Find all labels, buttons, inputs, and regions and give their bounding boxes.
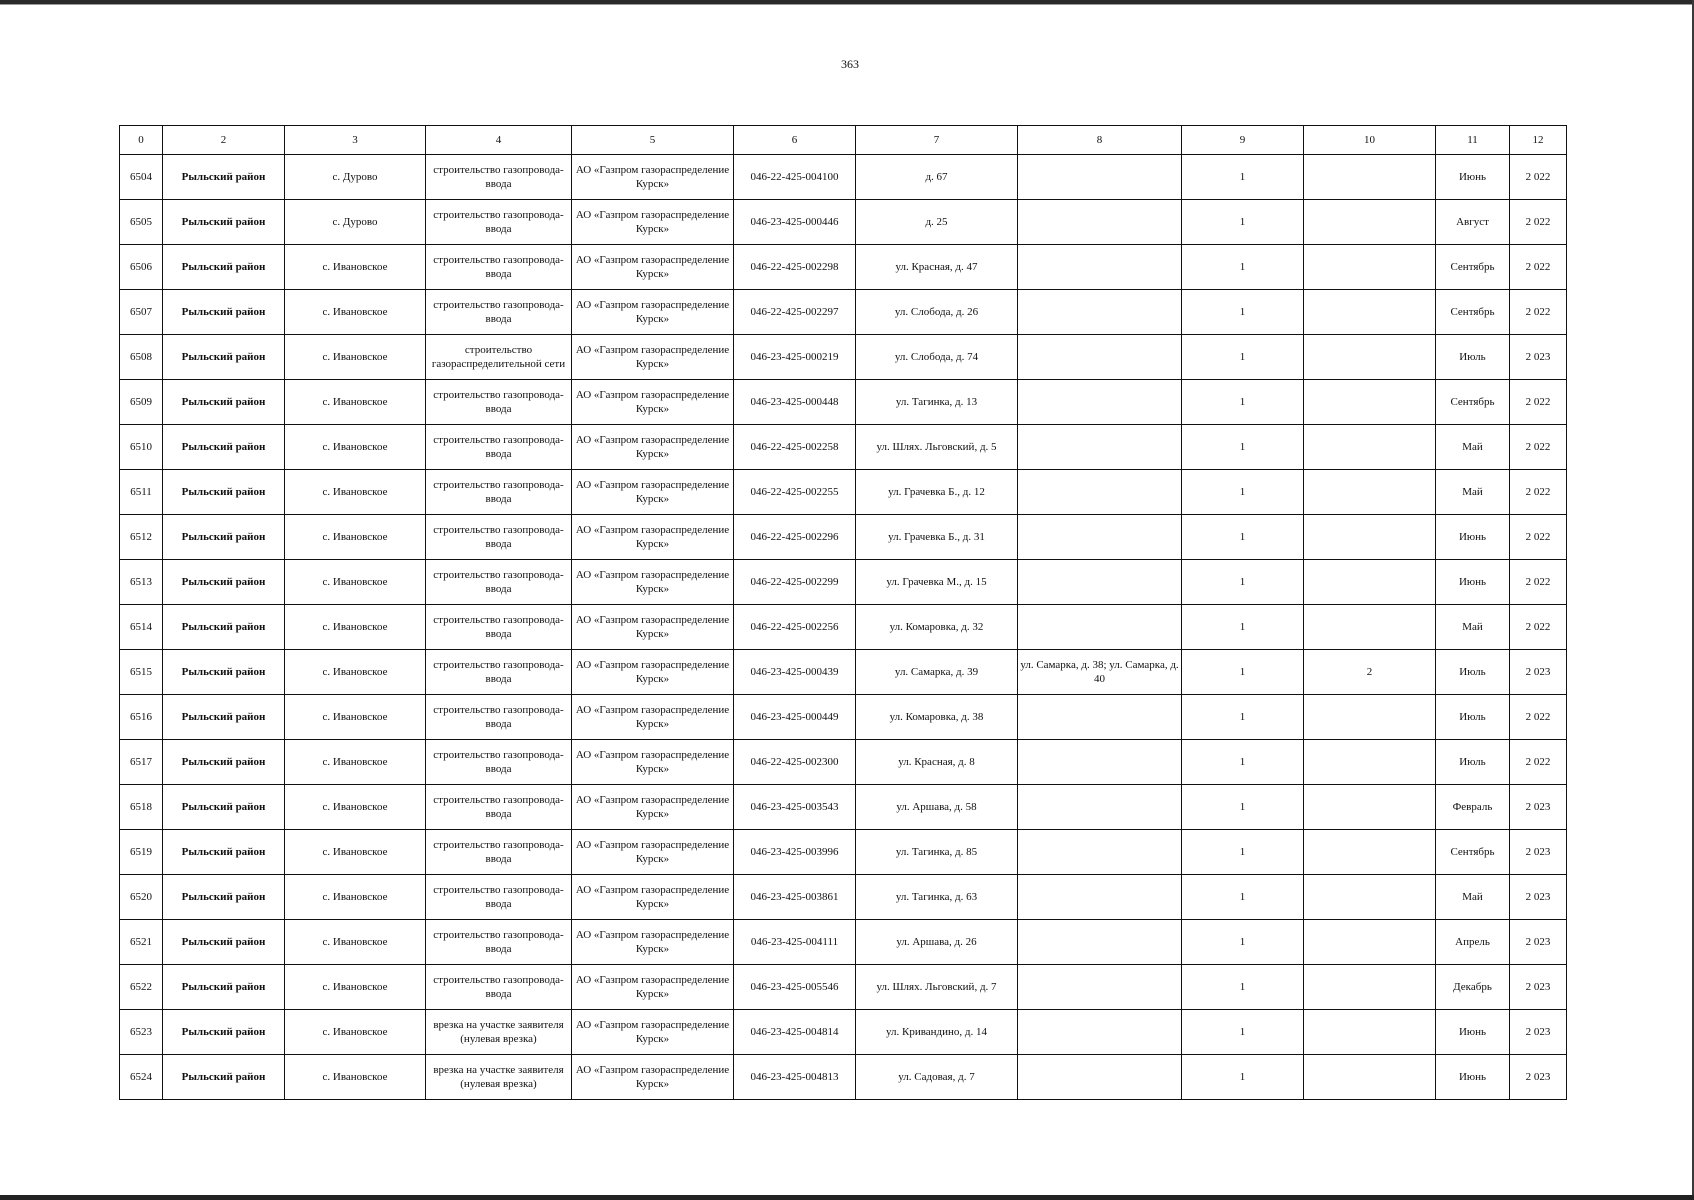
cell-district: Рыльский район — [163, 695, 285, 740]
cell-extra-address — [1018, 965, 1182, 1010]
cell-work-type: строительство газопровода-ввода — [426, 650, 572, 695]
cell-district: Рыльский район — [163, 380, 285, 425]
cell-code: 046-23-425-000446 — [734, 200, 856, 245]
cell-col9: 1 — [1182, 335, 1304, 380]
cell-row-number: 6515 — [120, 650, 163, 695]
cell-organization: АО «Газпром газораспределение Курск» — [572, 1055, 734, 1100]
table-row — [120, 200, 1567, 245]
cell-extra-address — [1018, 920, 1182, 965]
cell-month: Июнь — [1436, 1010, 1510, 1055]
cell-month: Май — [1436, 470, 1510, 515]
column-header: 5 — [572, 126, 734, 155]
cell-col10 — [1304, 1010, 1436, 1055]
cell-year: 2 023 — [1510, 335, 1567, 380]
cell-district: Рыльский район — [163, 200, 285, 245]
cell-work-type: строительство газопровода-ввода — [426, 380, 572, 425]
cell-extra-address — [1018, 245, 1182, 290]
cell-col9: 1 — [1182, 515, 1304, 560]
cell-code: 046-23-425-004111 — [734, 920, 856, 965]
cell-district: Рыльский район — [163, 785, 285, 830]
cell-year: 2 022 — [1510, 245, 1567, 290]
cell-month: Июнь — [1436, 560, 1510, 605]
cell-district: Рыльский район — [163, 650, 285, 695]
cell-col10: 2 — [1304, 650, 1436, 695]
cell-address: ул. Грачевка Б., д. 31 — [856, 515, 1018, 560]
cell-address: ул. Садовая, д. 7 — [856, 1055, 1018, 1100]
cell-col9: 1 — [1182, 875, 1304, 920]
cell-col9: 1 — [1182, 650, 1304, 695]
cell-address: ул. Шлях. Льговский, д. 5 — [856, 425, 1018, 470]
cell-year: 2 022 — [1510, 740, 1567, 785]
cell-year: 2 022 — [1510, 560, 1567, 605]
cell-col9: 1 — [1182, 1010, 1304, 1055]
page-number: 363 — [841, 57, 859, 71]
table-row — [120, 740, 1567, 785]
cell-extra-address — [1018, 1055, 1182, 1100]
cell-settlement: с. Ивановское — [285, 965, 426, 1010]
cell-district: Рыльский район — [163, 470, 285, 515]
cell-work-type: строительство газопровода-ввода — [426, 200, 572, 245]
cell-row-number: 6519 — [120, 830, 163, 875]
cell-col10 — [1304, 560, 1436, 605]
table-row — [120, 875, 1567, 920]
cell-settlement: с. Ивановское — [285, 650, 426, 695]
cell-extra-address — [1018, 560, 1182, 605]
cell-organization: АО «Газпром газораспределение Курск» — [572, 470, 734, 515]
cell-settlement: с. Ивановское — [285, 830, 426, 875]
table-row — [120, 155, 1567, 200]
cell-col9: 1 — [1182, 785, 1304, 830]
cell-district: Рыльский район — [163, 155, 285, 200]
cell-row-number: 6507 — [120, 290, 163, 335]
cell-organization: АО «Газпром газораспределение Курск» — [572, 740, 734, 785]
scan-bottom-border — [0, 1195, 1694, 1200]
cell-organization: АО «Газпром газораспределение Курск» — [572, 380, 734, 425]
scan-top-border-line — [0, 4, 1694, 5]
cell-col9: 1 — [1182, 380, 1304, 425]
cell-settlement: с. Ивановское — [285, 605, 426, 650]
cell-organization: АО «Газпром газораспределение Курск» — [572, 515, 734, 560]
cell-settlement: с. Дурово — [285, 155, 426, 200]
cell-address: ул. Грачевка Б., д. 12 — [856, 470, 1018, 515]
cell-col10 — [1304, 920, 1436, 965]
cell-district: Рыльский район — [163, 1055, 285, 1100]
cell-month: Декабрь — [1436, 965, 1510, 1010]
column-header: 0 — [120, 126, 163, 155]
cell-work-type: врезка на участке заявителя (нулевая врезка) — [426, 1010, 572, 1055]
cell-settlement: с. Ивановское — [285, 335, 426, 380]
cell-row-number: 6504 — [120, 155, 163, 200]
cell-month: Февраль — [1436, 785, 1510, 830]
cell-organization: АО «Газпром газораспределение Курск» — [572, 920, 734, 965]
table-row — [120, 920, 1567, 965]
cell-month: Август — [1436, 200, 1510, 245]
table-row — [120, 785, 1567, 830]
data-table — [119, 125, 1567, 1100]
cell-row-number: 6516 — [120, 695, 163, 740]
cell-code: 046-23-425-003861 — [734, 875, 856, 920]
cell-month: Апрель — [1436, 920, 1510, 965]
cell-address: ул. Кривандино, д. 14 — [856, 1010, 1018, 1055]
cell-address: ул. Слобода, д. 26 — [856, 290, 1018, 335]
cell-code: 046-22-425-002296 — [734, 515, 856, 560]
cell-work-type: строительство газопровода-ввода — [426, 830, 572, 875]
cell-month: Май — [1436, 875, 1510, 920]
cell-month: Июль — [1436, 740, 1510, 785]
cell-col10 — [1304, 605, 1436, 650]
cell-col10 — [1304, 470, 1436, 515]
table-row — [120, 605, 1567, 650]
table-body — [120, 155, 1567, 1100]
cell-year: 2 022 — [1510, 470, 1567, 515]
cell-organization: АО «Газпром газораспределение Курск» — [572, 830, 734, 875]
cell-col10 — [1304, 425, 1436, 470]
cell-col9: 1 — [1182, 470, 1304, 515]
cell-district: Рыльский район — [163, 425, 285, 470]
cell-extra-address — [1018, 1010, 1182, 1055]
cell-extra-address — [1018, 470, 1182, 515]
cell-row-number: 6506 — [120, 245, 163, 290]
cell-code: 046-23-425-000448 — [734, 380, 856, 425]
cell-address: д. 67 — [856, 155, 1018, 200]
cell-address: ул. Тагинка, д. 63 — [856, 875, 1018, 920]
cell-month: Июль — [1436, 695, 1510, 740]
cell-month: Июнь — [1436, 1055, 1510, 1100]
table-row — [120, 650, 1567, 695]
table-row — [120, 290, 1567, 335]
column-header: 4 — [426, 126, 572, 155]
cell-month: Июль — [1436, 335, 1510, 380]
cell-settlement: с. Ивановское — [285, 1010, 426, 1055]
cell-district: Рыльский район — [163, 335, 285, 380]
cell-year: 2 022 — [1510, 200, 1567, 245]
cell-month: Сентябрь — [1436, 290, 1510, 335]
cell-year: 2 023 — [1510, 1055, 1567, 1100]
cell-district: Рыльский район — [163, 605, 285, 650]
cell-extra-address — [1018, 200, 1182, 245]
cell-settlement: с. Ивановское — [285, 875, 426, 920]
table-row — [120, 470, 1567, 515]
table-row — [120, 695, 1567, 740]
cell-code: 046-23-425-004814 — [734, 1010, 856, 1055]
cell-col10 — [1304, 380, 1436, 425]
cell-col9: 1 — [1182, 695, 1304, 740]
cell-settlement: с. Дурово — [285, 200, 426, 245]
cell-extra-address — [1018, 605, 1182, 650]
cell-work-type: строительство газораспределительной сети — [426, 335, 572, 380]
cell-code: 046-22-425-002300 — [734, 740, 856, 785]
cell-settlement: с. Ивановское — [285, 290, 426, 335]
column-header: 9 — [1182, 126, 1304, 155]
column-header: 10 — [1304, 126, 1436, 155]
cell-extra-address — [1018, 740, 1182, 785]
cell-row-number: 6520 — [120, 875, 163, 920]
cell-month: Сентябрь — [1436, 830, 1510, 875]
cell-extra-address — [1018, 785, 1182, 830]
cell-settlement: с. Ивановское — [285, 695, 426, 740]
cell-col10 — [1304, 290, 1436, 335]
cell-col9: 1 — [1182, 740, 1304, 785]
cell-work-type: строительство газопровода-ввода — [426, 290, 572, 335]
cell-address: ул. Аршава, д. 58 — [856, 785, 1018, 830]
column-header: 11 — [1436, 126, 1510, 155]
cell-row-number: 6518 — [120, 785, 163, 830]
cell-year: 2 023 — [1510, 650, 1567, 695]
cell-extra-address — [1018, 155, 1182, 200]
cell-col9: 1 — [1182, 1055, 1304, 1100]
cell-row-number: 6513 — [120, 560, 163, 605]
cell-code: 046-23-425-000449 — [734, 695, 856, 740]
cell-col10 — [1304, 245, 1436, 290]
cell-code: 046-22-425-002258 — [734, 425, 856, 470]
cell-col10 — [1304, 965, 1436, 1010]
cell-code: 046-22-425-004100 — [734, 155, 856, 200]
cell-work-type: строительство газопровода-ввода — [426, 425, 572, 470]
cell-col10 — [1304, 740, 1436, 785]
cell-work-type: строительство газопровода-ввода — [426, 695, 572, 740]
cell-year: 2 023 — [1510, 1010, 1567, 1055]
cell-code: 046-22-425-002297 — [734, 290, 856, 335]
cell-extra-address — [1018, 380, 1182, 425]
cell-district: Рыльский район — [163, 740, 285, 785]
cell-year: 2 022 — [1510, 515, 1567, 560]
cell-col9: 1 — [1182, 245, 1304, 290]
cell-col9: 1 — [1182, 830, 1304, 875]
cell-organization: АО «Газпром газораспределение Курск» — [572, 155, 734, 200]
table-row — [120, 560, 1567, 605]
cell-extra-address — [1018, 695, 1182, 740]
cell-organization: АО «Газпром газораспределение Курск» — [572, 965, 734, 1010]
cell-address: ул. Аршава, д. 26 — [856, 920, 1018, 965]
cell-work-type: строительство газопровода-ввода — [426, 920, 572, 965]
cell-address: ул. Комаровка, д. 32 — [856, 605, 1018, 650]
cell-address: ул. Красная, д. 47 — [856, 245, 1018, 290]
cell-settlement: с. Ивановское — [285, 740, 426, 785]
column-header: 12 — [1510, 126, 1567, 155]
cell-row-number: 6514 — [120, 605, 163, 650]
cell-settlement: с. Ивановское — [285, 470, 426, 515]
cell-month: Июнь — [1436, 515, 1510, 560]
cell-work-type: строительство газопровода-ввода — [426, 470, 572, 515]
cell-year: 2 022 — [1510, 695, 1567, 740]
cell-month: Сентябрь — [1436, 245, 1510, 290]
cell-district: Рыльский район — [163, 920, 285, 965]
cell-year: 2 022 — [1510, 290, 1567, 335]
cell-extra-address: ул. Самарка, д. 38; ул. Самарка, д. 40 — [1018, 650, 1182, 695]
cell-address: д. 25 — [856, 200, 1018, 245]
cell-code: 046-22-425-002298 — [734, 245, 856, 290]
cell-row-number: 6510 — [120, 425, 163, 470]
cell-row-number: 6524 — [120, 1055, 163, 1100]
cell-work-type: строительство газопровода-ввода — [426, 155, 572, 200]
cell-extra-address — [1018, 830, 1182, 875]
cell-row-number: 6522 — [120, 965, 163, 1010]
cell-extra-address — [1018, 515, 1182, 560]
cell-month: Май — [1436, 425, 1510, 470]
cell-year: 2 022 — [1510, 155, 1567, 200]
cell-settlement: с. Ивановское — [285, 785, 426, 830]
cell-work-type: строительство газопровода-ввода — [426, 515, 572, 560]
cell-row-number: 6511 — [120, 470, 163, 515]
cell-year: 2 023 — [1510, 875, 1567, 920]
cell-col10 — [1304, 830, 1436, 875]
table-row — [120, 1055, 1567, 1100]
table-row — [120, 425, 1567, 470]
cell-work-type: строительство газопровода-ввода — [426, 875, 572, 920]
cell-work-type: строительство газопровода-ввода — [426, 560, 572, 605]
cell-code: 046-23-425-000439 — [734, 650, 856, 695]
cell-organization: АО «Газпром газораспределение Курск» — [572, 605, 734, 650]
cell-row-number: 6505 — [120, 200, 163, 245]
column-header: 8 — [1018, 126, 1182, 155]
cell-district: Рыльский район — [163, 290, 285, 335]
cell-col10 — [1304, 1055, 1436, 1100]
cell-col9: 1 — [1182, 200, 1304, 245]
cell-row-number: 6508 — [120, 335, 163, 380]
cell-row-number: 6523 — [120, 1010, 163, 1055]
cell-code: 046-23-425-000219 — [734, 335, 856, 380]
cell-row-number: 6509 — [120, 380, 163, 425]
cell-col9: 1 — [1182, 425, 1304, 470]
cell-address: ул. Самарка, д. 39 — [856, 650, 1018, 695]
cell-year: 2 022 — [1510, 380, 1567, 425]
cell-col9: 1 — [1182, 605, 1304, 650]
table-row — [120, 830, 1567, 875]
cell-month: Июль — [1436, 650, 1510, 695]
cell-organization: АО «Газпром газораспределение Курск» — [572, 425, 734, 470]
cell-col10 — [1304, 695, 1436, 740]
table-row — [120, 380, 1567, 425]
cell-address: ул. Слобода, д. 74 — [856, 335, 1018, 380]
cell-address: ул. Шлях. Льговский, д. 7 — [856, 965, 1018, 1010]
cell-organization: АО «Газпром газораспределение Курск» — [572, 290, 734, 335]
table-row — [120, 515, 1567, 560]
cell-work-type: строительство газопровода-ввода — [426, 785, 572, 830]
cell-work-type: врезка на участке заявителя (нулевая врезка) — [426, 1055, 572, 1100]
column-header: 2 — [163, 126, 285, 155]
cell-col9: 1 — [1182, 560, 1304, 605]
cell-col9: 1 — [1182, 920, 1304, 965]
cell-row-number: 6512 — [120, 515, 163, 560]
cell-organization: АО «Газпром газораспределение Курск» — [572, 200, 734, 245]
cell-district: Рыльский район — [163, 515, 285, 560]
cell-settlement: с. Ивановское — [285, 920, 426, 965]
cell-code: 046-22-425-002299 — [734, 560, 856, 605]
cell-address: ул. Красная, д. 8 — [856, 740, 1018, 785]
cell-col10 — [1304, 515, 1436, 560]
cell-col10 — [1304, 335, 1436, 380]
cell-month: Сентябрь — [1436, 380, 1510, 425]
cell-year: 2 022 — [1510, 605, 1567, 650]
cell-organization: АО «Газпром газораспределение Курск» — [572, 335, 734, 380]
cell-district: Рыльский район — [163, 830, 285, 875]
cell-code: 046-22-425-002256 — [734, 605, 856, 650]
cell-code: 046-23-425-003543 — [734, 785, 856, 830]
cell-extra-address — [1018, 290, 1182, 335]
cell-year: 2 023 — [1510, 965, 1567, 1010]
cell-organization: АО «Газпром газораспределение Курск» — [572, 560, 734, 605]
cell-col10 — [1304, 875, 1436, 920]
cell-district: Рыльский район — [163, 1010, 285, 1055]
cell-row-number: 6517 — [120, 740, 163, 785]
cell-district: Рыльский район — [163, 965, 285, 1010]
column-header: 7 — [856, 126, 1018, 155]
cell-month: Май — [1436, 605, 1510, 650]
cell-extra-address — [1018, 425, 1182, 470]
cell-settlement: с. Ивановское — [285, 425, 426, 470]
cell-settlement: с. Ивановское — [285, 1055, 426, 1100]
cell-organization: АО «Газпром газораспределение Курск» — [572, 245, 734, 290]
cell-address: ул. Грачевка М., д. 15 — [856, 560, 1018, 605]
cell-code: 046-23-425-003996 — [734, 830, 856, 875]
table-row — [120, 245, 1567, 290]
cell-col9: 1 — [1182, 965, 1304, 1010]
cell-year: 2 023 — [1510, 830, 1567, 875]
table-row — [120, 335, 1567, 380]
cell-district: Рыльский район — [163, 875, 285, 920]
cell-organization: АО «Газпром газораспределение Курск» — [572, 785, 734, 830]
cell-extra-address — [1018, 335, 1182, 380]
cell-work-type: строительство газопровода-ввода — [426, 605, 572, 650]
cell-district: Рыльский район — [163, 560, 285, 605]
cell-address: ул. Тагинка, д. 85 — [856, 830, 1018, 875]
cell-col10 — [1304, 785, 1436, 830]
column-header: 3 — [285, 126, 426, 155]
cell-work-type: строительство газопровода-ввода — [426, 245, 572, 290]
cell-address: ул. Комаровка, д. 38 — [856, 695, 1018, 740]
cell-code: 046-22-425-002255 — [734, 470, 856, 515]
cell-organization: АО «Газпром газораспределение Курск» — [572, 695, 734, 740]
cell-settlement: с. Ивановское — [285, 515, 426, 560]
cell-settlement: с. Ивановское — [285, 245, 426, 290]
cell-settlement: с. Ивановское — [285, 560, 426, 605]
table-row — [120, 1010, 1567, 1055]
cell-work-type: строительство газопровода-ввода — [426, 965, 572, 1010]
cell-organization: АО «Газпром газораспределение Курск» — [572, 875, 734, 920]
column-header: 6 — [734, 126, 856, 155]
cell-code: 046-23-425-005546 — [734, 965, 856, 1010]
cell-month: Июнь — [1436, 155, 1510, 200]
cell-address: ул. Тагинка, д. 13 — [856, 380, 1018, 425]
cell-extra-address — [1018, 875, 1182, 920]
cell-organization: АО «Газпром газораспределение Курск» — [572, 650, 734, 695]
cell-row-number: 6521 — [120, 920, 163, 965]
cell-code: 046-23-425-004813 — [734, 1055, 856, 1100]
cell-year: 2 022 — [1510, 425, 1567, 470]
cell-col9: 1 — [1182, 155, 1304, 200]
cell-settlement: с. Ивановское — [285, 380, 426, 425]
cell-work-type: строительство газопровода-ввода — [426, 740, 572, 785]
table-row — [120, 965, 1567, 1010]
cell-col9: 1 — [1182, 290, 1304, 335]
cell-year: 2 023 — [1510, 785, 1567, 830]
table-header-row — [120, 126, 1567, 155]
cell-organization: АО «Газпром газораспределение Курск» — [572, 1010, 734, 1055]
cell-col10 — [1304, 155, 1436, 200]
cell-year: 2 023 — [1510, 920, 1567, 965]
cell-district: Рыльский район — [163, 245, 285, 290]
cell-col10 — [1304, 200, 1436, 245]
